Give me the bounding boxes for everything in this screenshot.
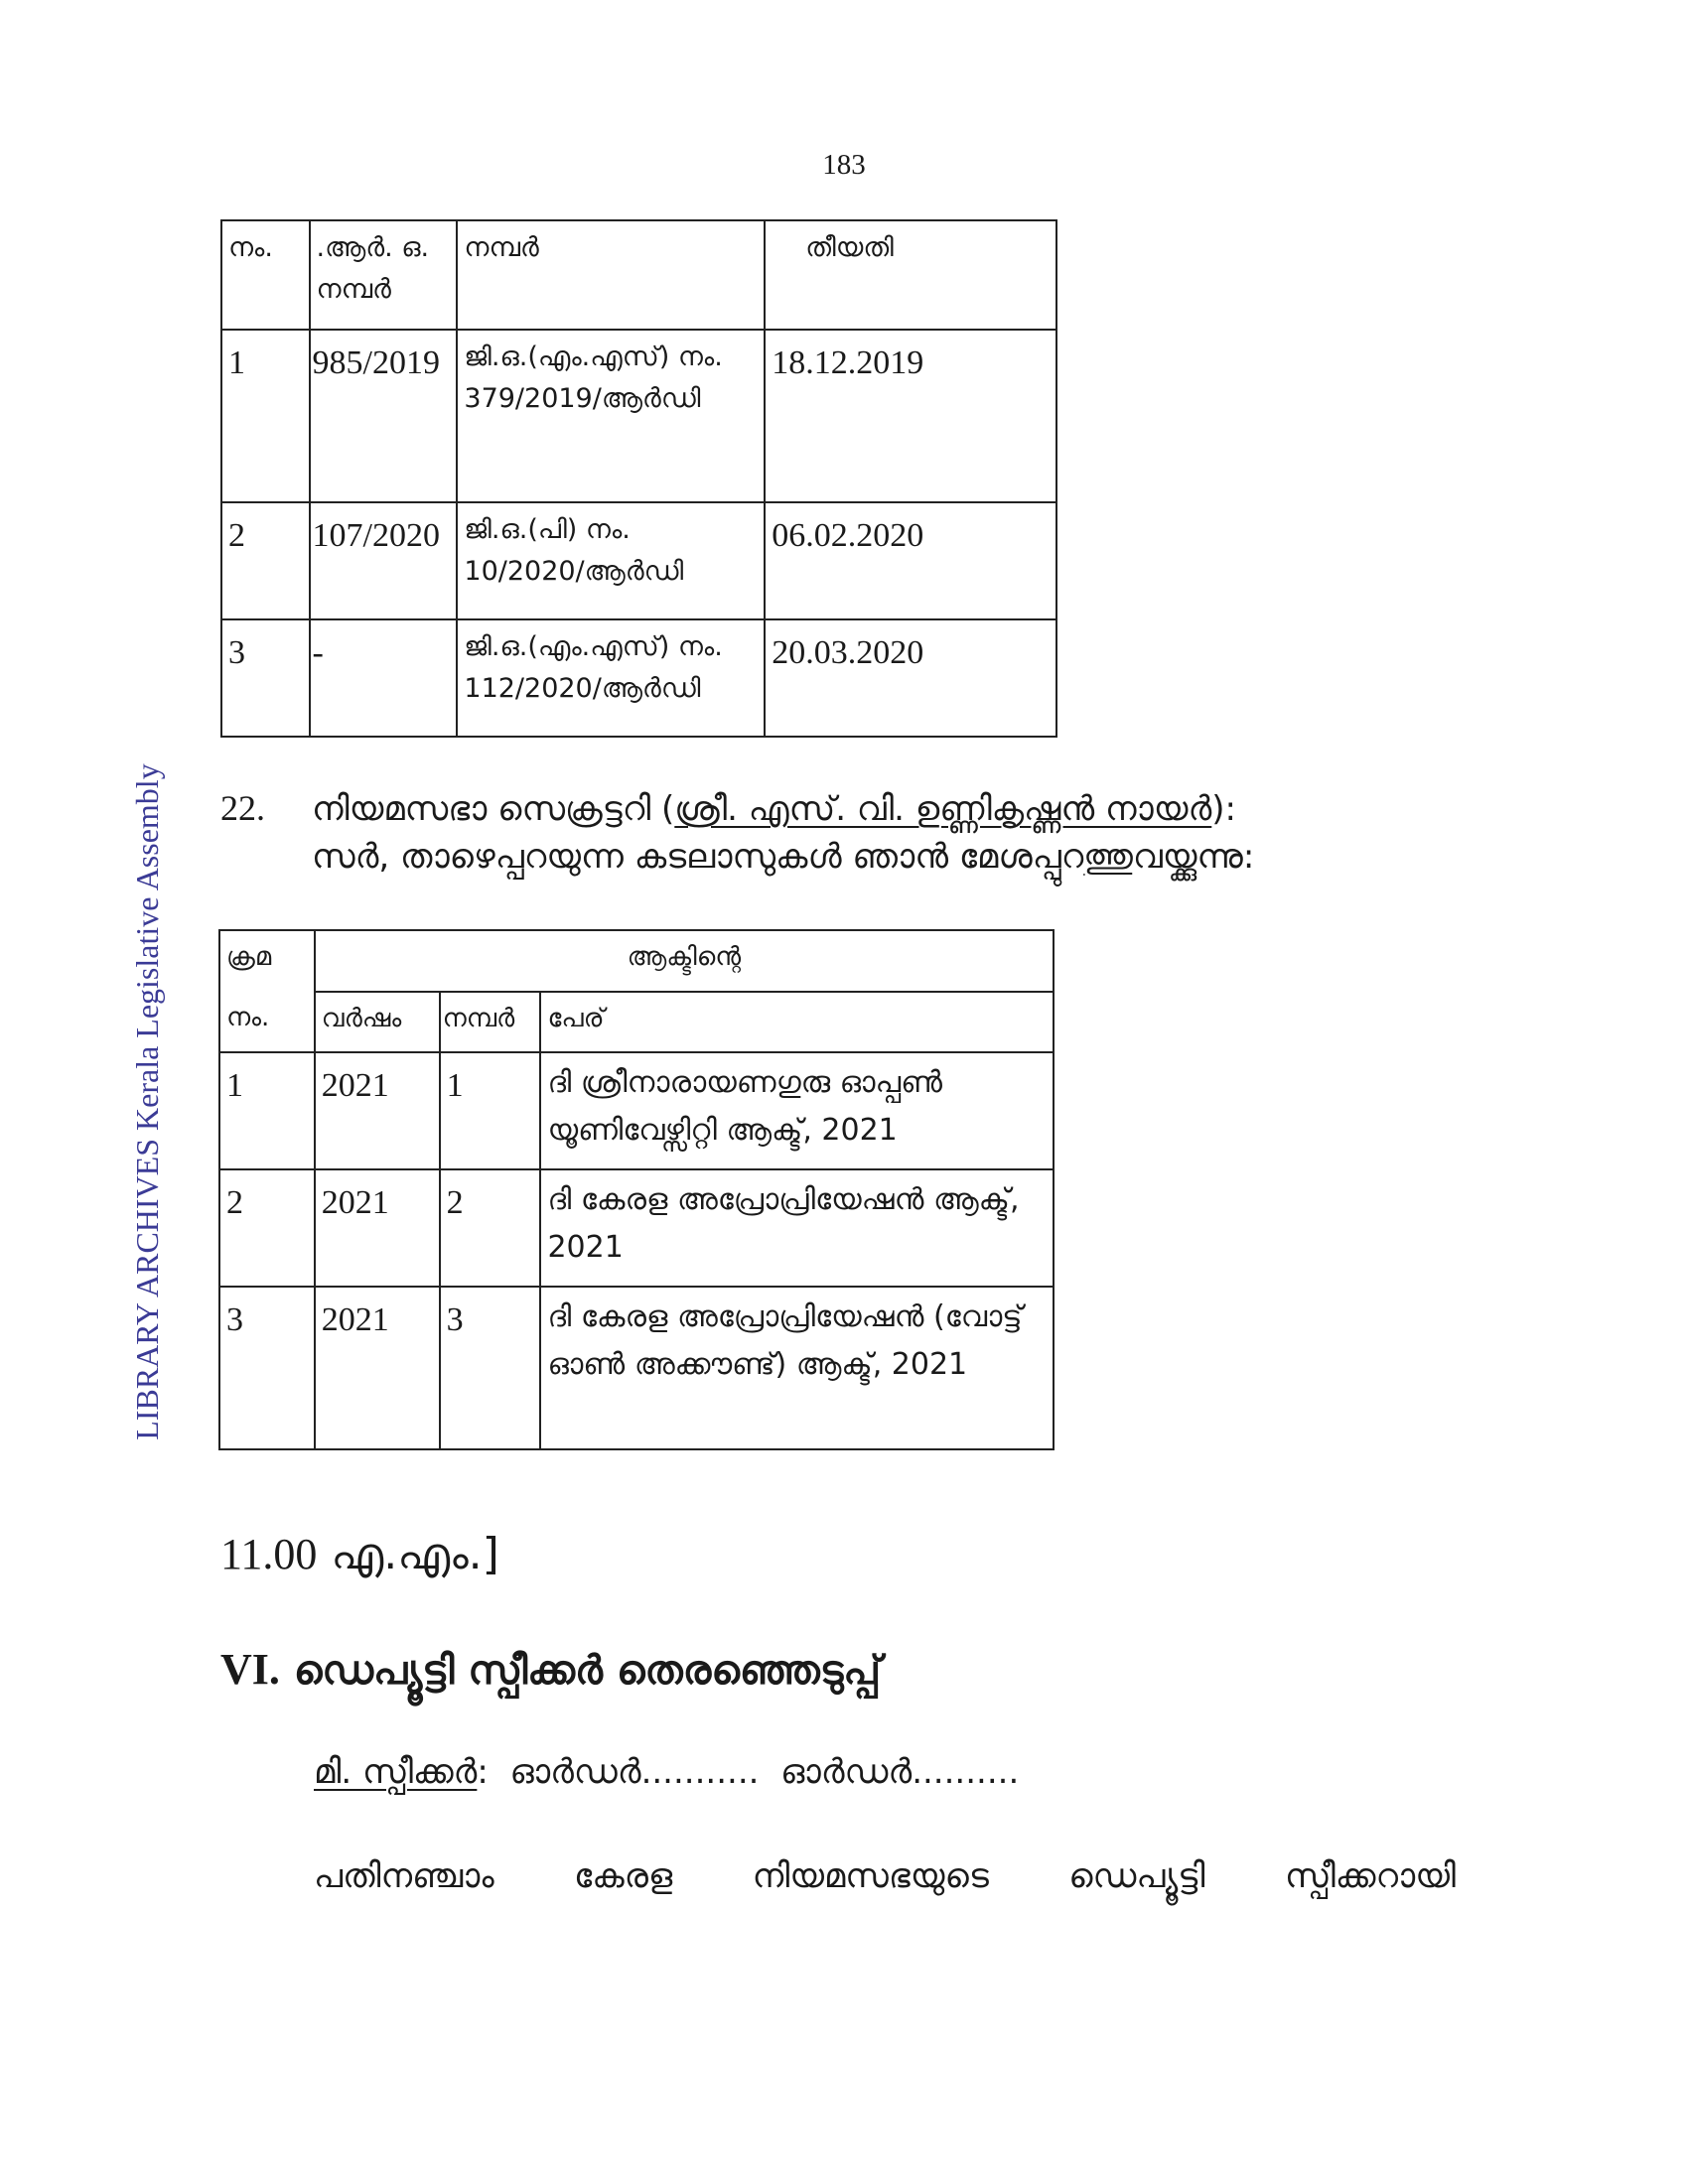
orders-table bbox=[220, 219, 1057, 738]
header-year: വർഷം bbox=[315, 992, 440, 1052]
statement-underlined: ത്തു bbox=[1083, 837, 1133, 877]
speaker-name: ശ്രീ. എസ്. വി. ഉണ്ണികൃഷ്ണൻ നായർ bbox=[674, 789, 1212, 829]
cell-name: ദി ശ്രീനാരായണഗുരു ഓപ്പൺ യൂണിവേഴ്സിറ്റി ആക്ട്, 2021 bbox=[540, 1052, 1054, 1169]
section-title: ഡെപ്യൂട്ടി സ്പീക്കർ തെരഞ്ഞെടുപ്പ് bbox=[279, 1648, 882, 1694]
item-number: 22. bbox=[220, 788, 265, 828]
table-header-row bbox=[221, 220, 1056, 330]
cell-serial: 3 bbox=[219, 1287, 315, 1449]
speaker-close: ): bbox=[1211, 789, 1237, 829]
header-serial-bottom: നം. bbox=[219, 992, 315, 1052]
cell-date: 18.12.2019 bbox=[765, 330, 1056, 502]
cell-name: ദി കേരള അപ്രോപ്രിയേഷൻ (വോട്ട് ഓൺ അക്കൗണ്ട്) ആക്ട്, 2021 bbox=[540, 1287, 1054, 1449]
cell-name: ദി കേരള അപ്രോപ്രിയേഷൻ ആക്ട്, 2021 bbox=[540, 1169, 1054, 1287]
table-subheader-row bbox=[219, 992, 1054, 1052]
speaker-text: ഓർഡർ........... ഓർഡർ.......... bbox=[488, 1752, 1020, 1792]
speaker-label: മി. സ്പീക്കർ bbox=[314, 1752, 478, 1792]
table-row bbox=[219, 1287, 1054, 1449]
cell-number: ജി.ഒ.(പി) നം. 10/2020/ആർഡി bbox=[457, 502, 765, 619]
word: സ്പീക്കറായി bbox=[1284, 1856, 1456, 1896]
cell-date: 20.03.2020 bbox=[765, 619, 1056, 737]
section-heading bbox=[220, 1644, 881, 1695]
word: നിയമസഭയുടെ bbox=[752, 1856, 989, 1896]
cell-number: ജി.ഒ.(എം.എസ്) നം. 112/2020/ആർഡി bbox=[457, 619, 765, 737]
speaker-role: നിയമസഭാ സെക്രട്ടറി ( bbox=[312, 789, 675, 829]
table-row bbox=[221, 502, 1056, 619]
table-header-row bbox=[219, 930, 1054, 992]
item-22-paragraph bbox=[220, 784, 1254, 881]
last-line bbox=[314, 1856, 1456, 1896]
cell-year: 2021 bbox=[315, 1052, 440, 1169]
cell-ro-number: - bbox=[310, 619, 458, 737]
header-name: പേര് bbox=[540, 992, 1054, 1052]
speaker-line bbox=[314, 1752, 1019, 1792]
header-number: നമ്പർ bbox=[457, 220, 765, 330]
cell-number: 2 bbox=[440, 1169, 541, 1287]
cell-serial: 1 bbox=[219, 1052, 315, 1169]
speaker-colon: : bbox=[477, 1752, 489, 1792]
cell-serial: 2 bbox=[219, 1169, 315, 1287]
header-serial-top: ക്രമ bbox=[219, 930, 315, 992]
cell-ro-number: 107/2020 bbox=[310, 502, 458, 619]
header-date: തീയതി bbox=[765, 220, 1056, 330]
cell-year: 2021 bbox=[315, 1287, 440, 1449]
cell-year: 2021 bbox=[315, 1169, 440, 1287]
cell-serial: 1 bbox=[221, 330, 310, 502]
cell-serial: 3 bbox=[221, 619, 310, 737]
header-ro-number: .ആർ. ഒ. നമ്പർ bbox=[310, 220, 458, 330]
cell-number: 1 bbox=[440, 1052, 541, 1169]
statement-part1: സർ, താഴെപ്പറയുന്ന കടലാസുകൾ ഞാൻ മേശപ്പുറ bbox=[312, 837, 1084, 877]
page-number: 183 bbox=[822, 149, 866, 181]
table-row bbox=[221, 619, 1056, 737]
cell-ro-number: 985/2019 bbox=[310, 330, 458, 502]
section-roman: VI. bbox=[220, 1645, 280, 1694]
statement-part2: വയ്ക്കുന്നു: bbox=[1132, 837, 1255, 877]
time-suffix: എ.എം.] bbox=[317, 1529, 499, 1579]
cell-date: 06.02.2020 bbox=[765, 502, 1056, 619]
word: കേരള bbox=[574, 1856, 673, 1896]
cell-number: 3 bbox=[440, 1287, 541, 1449]
header-serial: നം. bbox=[221, 220, 310, 330]
cell-number: ജി.ഒ.(എം.എസ്) നം. 379/2019/ആർഡി bbox=[457, 330, 765, 502]
acts-table bbox=[218, 929, 1055, 1450]
header-act-group: ആക്ടിന്റെ bbox=[315, 930, 1054, 992]
statement-line bbox=[220, 833, 1254, 881]
table-row bbox=[221, 330, 1056, 502]
word: പതിനഞ്ചാം bbox=[314, 1856, 494, 1896]
table-row bbox=[219, 1169, 1054, 1287]
cell-serial: 2 bbox=[221, 502, 310, 619]
word: ഡെപ്യൂട്ടി bbox=[1068, 1856, 1205, 1896]
time-mark bbox=[220, 1529, 499, 1579]
header-number: നമ്പർ bbox=[440, 992, 541, 1052]
table-row bbox=[219, 1052, 1054, 1169]
time-number: 11.00 bbox=[220, 1530, 318, 1578]
side-watermark: LIBRARY ARCHIVES Kerala Legislative Assembly bbox=[129, 763, 165, 1440]
